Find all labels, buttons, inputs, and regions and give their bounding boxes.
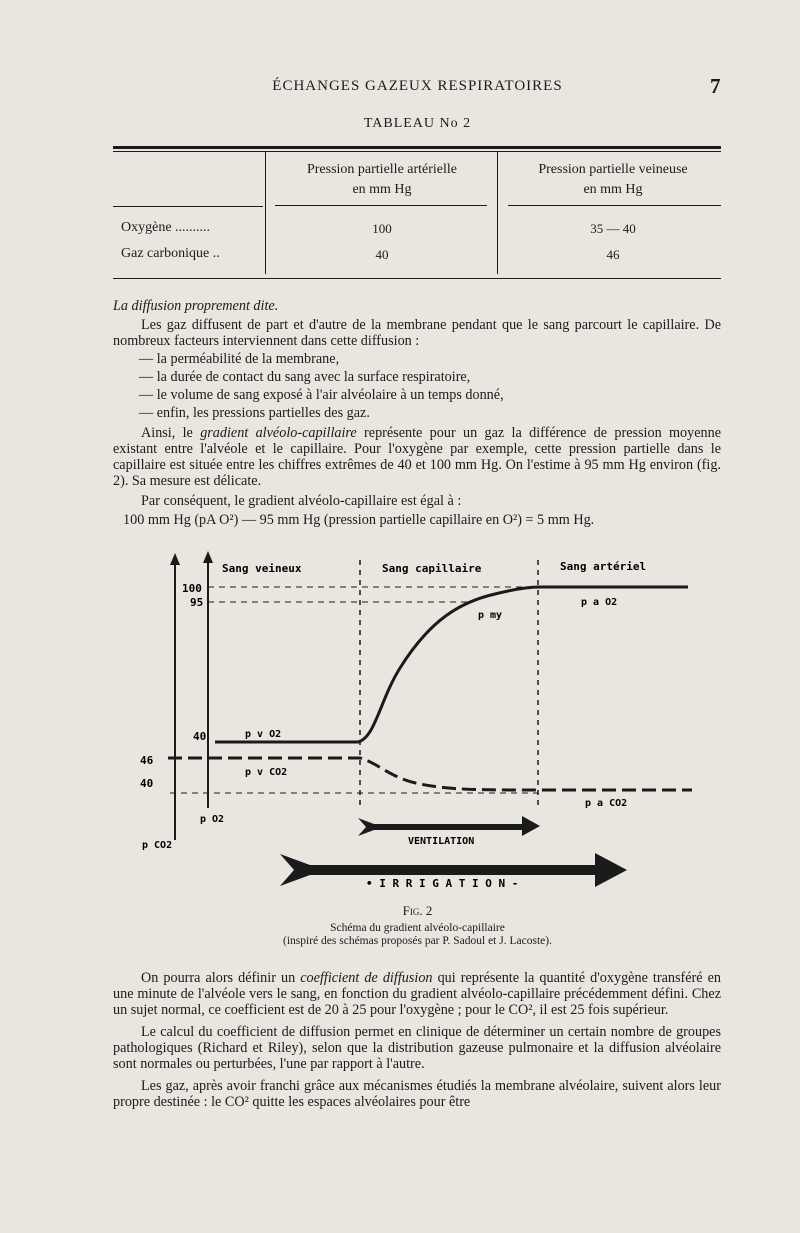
axis-po2-arrow [203, 551, 213, 563]
ventilation-label: VENTILATION [408, 836, 475, 847]
after-figure-body [113, 970, 721, 1110]
paragraph-4: On pourra alors définir un coefficient de diffusion qui représente la quantité d'oxygène transféré en une minute de l'alvéole vers le sang, en fonction du gradient alvéolo-capillaire précédemment défini. Chez un sujet normal, ce coefficient est de 20 à 25 pour l'oxygène ; pour le CO², il est 25 fois supérieur. [113, 970, 722, 1018]
figure-caption-line-2: (inspiré des schémas proposés par P. Sadoul et J. Lacoste). [283, 935, 552, 947]
curve-po2 [215, 587, 688, 742]
tick-46: 46 [140, 754, 154, 767]
row-label-oxygen: Oxygène .......... [121, 220, 211, 235]
col2-head-rule [508, 205, 721, 206]
section-body [113, 298, 721, 528]
row-label-co2: Gaz carbonique .. [121, 246, 220, 261]
section-heading: La diffusion proprement dite. [113, 298, 279, 314]
irrigation-label: • I R R I G A T I O N - [366, 877, 519, 890]
tick-95: 95 [190, 596, 204, 609]
paragraph-2: Ainsi, le gradient alvéolo-capillaire représente pour un gaz la différence de pression moyenne existant entre l'alvéole et le capillaire. Pour l'oxygène par exemple, cette pression partielle dans le capillaire est située entre les chiffres extrêmes de 40 et 100 mm Hg. On l'estime à 95 mm Hg environ (fig. 2). Sa mesure est délicate. [113, 425, 721, 489]
col1-head-rule [275, 205, 487, 206]
axis-label-pco2: p CO2 [142, 840, 173, 851]
list-item: — le volume de sang exposé à l'air alvéolaire à un temps donné, [139, 387, 504, 403]
cell-co2-venous: 46 [606, 247, 620, 262]
tick-40-co2: 40 [140, 777, 154, 790]
zone-capillary: Sang capillaire [382, 562, 482, 575]
stub-head-rule [113, 206, 263, 207]
label-pa-o2: p a O2 [581, 597, 618, 608]
zone-arterial: Sang artériel [560, 560, 647, 573]
formula: 100 mm Hg (pA O²) — 95 mm Hg (pression partielle capillaire en O²) = 5 mm Hg. [123, 512, 595, 528]
figure-caption-title: Fig. 2 [402, 903, 433, 918]
list-item: — la perméabilité de la membrane, [139, 351, 340, 367]
table-vline-2 [497, 152, 498, 274]
label-pmy: p my [478, 610, 503, 621]
table-title: TABLEAU No 2 [363, 116, 472, 131]
paragraph-5: Le calcul du coefficient de diffusion permet en clinique de déterminer un certain nombre de groupes pathologiques (Richard et Riley), selon que la distribution gazeuse pulmonaire et la diffusion alvéolaire sont normales ou perturbées, l'une par rapport à l'autre. [113, 1024, 721, 1072]
table-bottom-rule [113, 278, 721, 279]
table-vline-1 [265, 152, 266, 274]
ventilation-arrow [358, 816, 540, 836]
zone-venous: Sang veineux [222, 562, 302, 575]
axis-pco2-arrow [170, 553, 180, 565]
cell-oxygen-arterial: 100 [372, 221, 392, 236]
page-number: 7 [710, 74, 721, 98]
axis-label-po2: p O2 [200, 814, 225, 825]
paragraph-1: Les gaz diffusent de part et d'autre de la membrane pendant que le sang parcourt le capillaire. De nombreux facteurs interviennent dans cette diffusion : [113, 317, 721, 349]
paragraph-3: Par conséquent, le gradient alvéolo-capillaire est égal à : [141, 493, 462, 509]
table-top-rule-thin [113, 151, 721, 152]
cell-co2-arterial: 40 [375, 247, 389, 262]
figure-caption-line-1: Schéma du gradient alvéolo-capillaire [330, 922, 505, 934]
paragraph-6: Les gaz, après avoir franchi grâce aux mécanismes étudiés la membrane alvéolaire, suivent alors leur propre destinée : le CO² quitte les espaces alvéolaires pour être [113, 1078, 721, 1110]
tick-40-o2: 40 [193, 730, 207, 743]
label-pv-o2: p v O2 [245, 729, 282, 740]
label-pa-co2: p a CO2 [585, 798, 628, 809]
tick-100: 100 [182, 582, 202, 595]
label-pv-co2: p v CO2 [245, 767, 288, 778]
col-arterial-head: Pression partielle artérielle en mm Hg [306, 162, 458, 197]
list-item: — la durée de contact du sang avec la surface respiratoire, [139, 369, 471, 385]
col-venous-head: Pression partielle veineuse en mm Hg [538, 162, 688, 197]
figure-gradient [130, 550, 710, 890]
cell-oxygen-venous: 35 — 40 [590, 221, 636, 236]
list-item: — enfin, les pressions partielles des gaz. [139, 405, 370, 421]
running-header: ÉCHANGES GAZEUX RESPIRATOIRES [272, 78, 563, 94]
table-top-rule [113, 146, 721, 149]
